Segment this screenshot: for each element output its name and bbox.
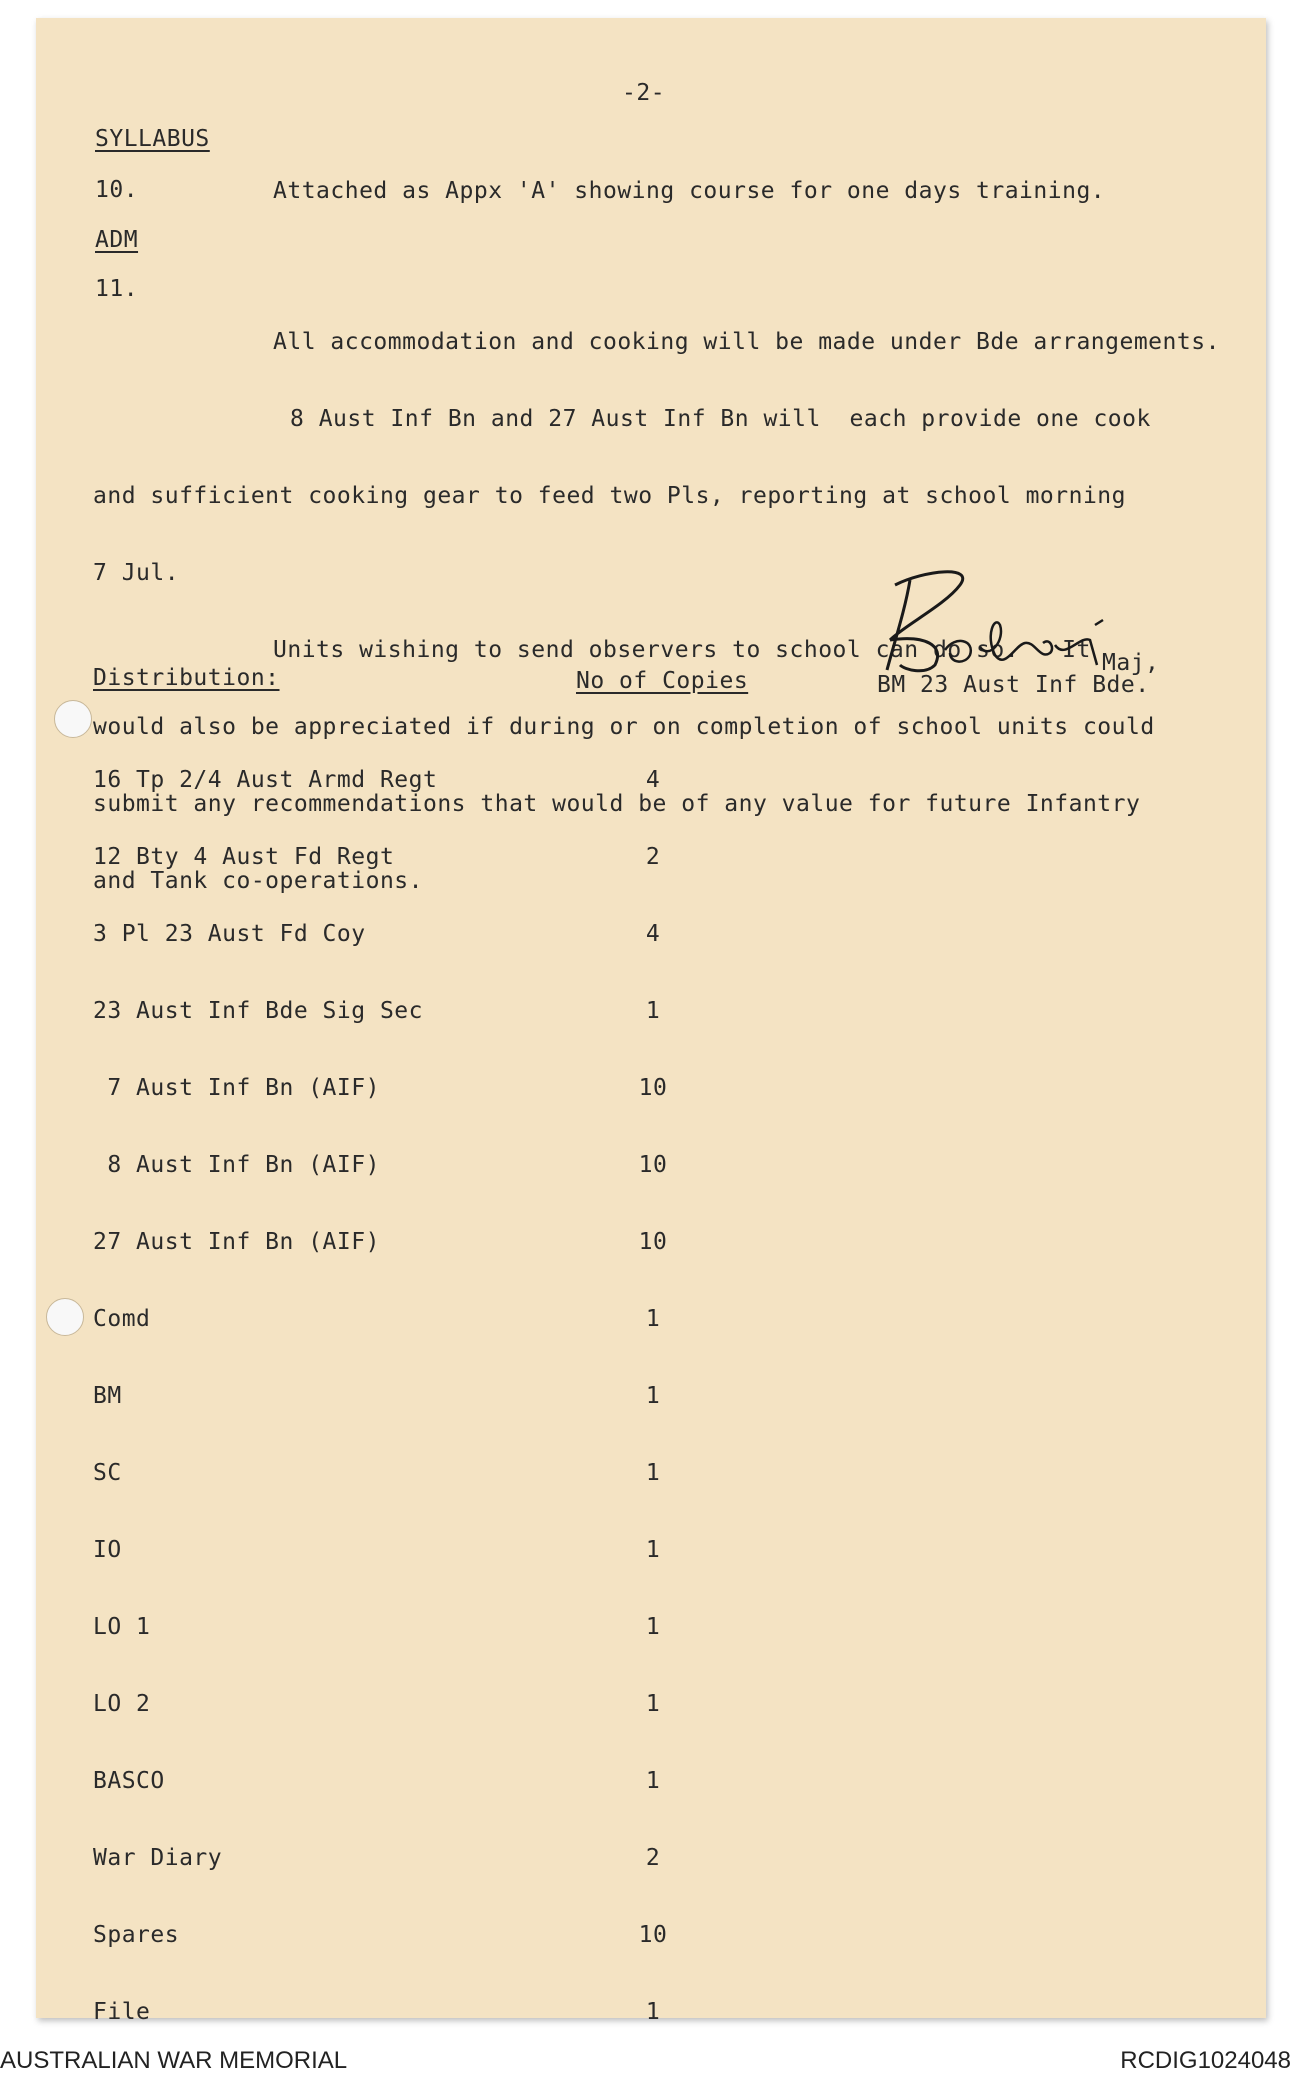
table-row bbox=[93, 845, 693, 870]
footer-archive-name: AUSTRALIAN WAR MEMORIAL bbox=[0, 2047, 348, 2074]
unit-name: Comd bbox=[93, 1306, 151, 1332]
table-row bbox=[93, 1846, 693, 1871]
unit-name: 27 Aust Inf Bn (AIF) bbox=[93, 1229, 380, 1255]
copies-count: 1 bbox=[645, 998, 661, 1024]
unit-name: BM bbox=[93, 1383, 122, 1409]
table-row bbox=[93, 2000, 693, 2025]
table-row bbox=[93, 1461, 693, 1486]
unit-name: IO bbox=[93, 1537, 122, 1563]
table-row bbox=[93, 1538, 693, 1563]
copies-count: 1 bbox=[645, 1460, 661, 1486]
unit-name: 7 Aust Inf Bn (AIF) bbox=[93, 1075, 380, 1101]
table-row bbox=[93, 1923, 693, 1948]
copies-count: 1 bbox=[645, 1306, 661, 1332]
adm-line: and sufficient cooking gear to feed two Pls, reporting at school morning bbox=[93, 483, 1126, 509]
copies-count: 2 bbox=[645, 844, 661, 870]
adm-line: would also be appreciated if during or on completion of school units could bbox=[93, 714, 1155, 740]
copies-count: 10 bbox=[638, 1229, 668, 1255]
adm-heading: ADM bbox=[95, 227, 139, 253]
adm-line: Units wishing to send observers to school can do so. It bbox=[273, 637, 1091, 663]
signature-rank: Maj, bbox=[1102, 650, 1160, 676]
table-row bbox=[93, 1692, 693, 1717]
copies-count: 1 bbox=[645, 1768, 661, 1794]
copies-count: 1 bbox=[645, 1614, 661, 1640]
adm-line: and Tank co-operations. bbox=[93, 868, 423, 894]
copies-count: 10 bbox=[638, 1152, 668, 1178]
unit-name: 16 Tp 2/4 Aust Armd Regt bbox=[93, 767, 438, 793]
copies-count: 2 bbox=[645, 1845, 661, 1871]
table-row bbox=[93, 1307, 693, 1332]
unit-name: 3 Pl 23 Aust Fd Coy bbox=[93, 921, 366, 947]
table-row bbox=[93, 768, 693, 793]
unit-name: LO 1 bbox=[93, 1614, 151, 1640]
unit-name: Spares bbox=[93, 1922, 180, 1948]
adm-line: 7 Jul. bbox=[93, 560, 180, 586]
signature-appointment: BM 23 Aust Inf Bde. bbox=[877, 672, 1150, 698]
unit-name: LO 2 bbox=[93, 1691, 151, 1717]
syllabus-para-number: 10. bbox=[95, 177, 139, 203]
copies-count: 1 bbox=[645, 1537, 661, 1563]
adm-line: submit any recommendations that would be of any value for future Infantry bbox=[93, 791, 1141, 817]
table-row bbox=[93, 1384, 693, 1409]
table-row bbox=[93, 999, 693, 1024]
table-row bbox=[93, 1230, 693, 1255]
copies-heading: No of Copies bbox=[576, 668, 749, 694]
copies-count: 10 bbox=[638, 1922, 668, 1948]
adm-line: All accommodation and cooking will be made under Bde arrangements. bbox=[273, 329, 1220, 355]
copies-count: 1 bbox=[645, 1691, 661, 1717]
copies-count: 10 bbox=[638, 1075, 668, 1101]
distribution-list bbox=[93, 716, 693, 2051]
page-number: -2- bbox=[622, 80, 666, 106]
footer-record-id: RCDIG1024048 bbox=[1120, 2047, 1291, 2074]
punch-hole-bottom bbox=[46, 1298, 84, 1336]
table-row bbox=[93, 922, 693, 947]
unit-name: 8 Aust Inf Bn (AIF) bbox=[93, 1152, 380, 1178]
syllabus-text: Attached as Appx 'A' showing course for one days training. bbox=[273, 178, 1106, 204]
table-row bbox=[93, 1769, 693, 1794]
copies-count: 1 bbox=[645, 1999, 661, 2025]
copies-count: 4 bbox=[645, 767, 661, 793]
unit-name: File bbox=[93, 1999, 151, 2025]
punch-hole-top bbox=[54, 700, 92, 738]
unit-name: SC bbox=[93, 1460, 122, 1486]
unit-name: 23 Aust Inf Bde Sig Sec bbox=[93, 998, 423, 1024]
table-row bbox=[93, 1153, 693, 1178]
adm-line: 8 Aust Inf Bn and 27 Aust Inf Bn will each provide one cook bbox=[290, 406, 1151, 432]
adm-para-number: 11. bbox=[95, 276, 139, 302]
syllabus-heading: SYLLABUS bbox=[95, 126, 210, 152]
unit-name: BASCO bbox=[93, 1768, 165, 1794]
table-row bbox=[93, 1076, 693, 1101]
distribution-heading: Distribution: bbox=[93, 665, 280, 691]
unit-name: 12 Bty 4 Aust Fd Regt bbox=[93, 844, 395, 870]
copies-count: 4 bbox=[645, 921, 661, 947]
copies-count: 1 bbox=[645, 1383, 661, 1409]
table-row bbox=[93, 1615, 693, 1640]
unit-name: War Diary bbox=[93, 1845, 223, 1871]
